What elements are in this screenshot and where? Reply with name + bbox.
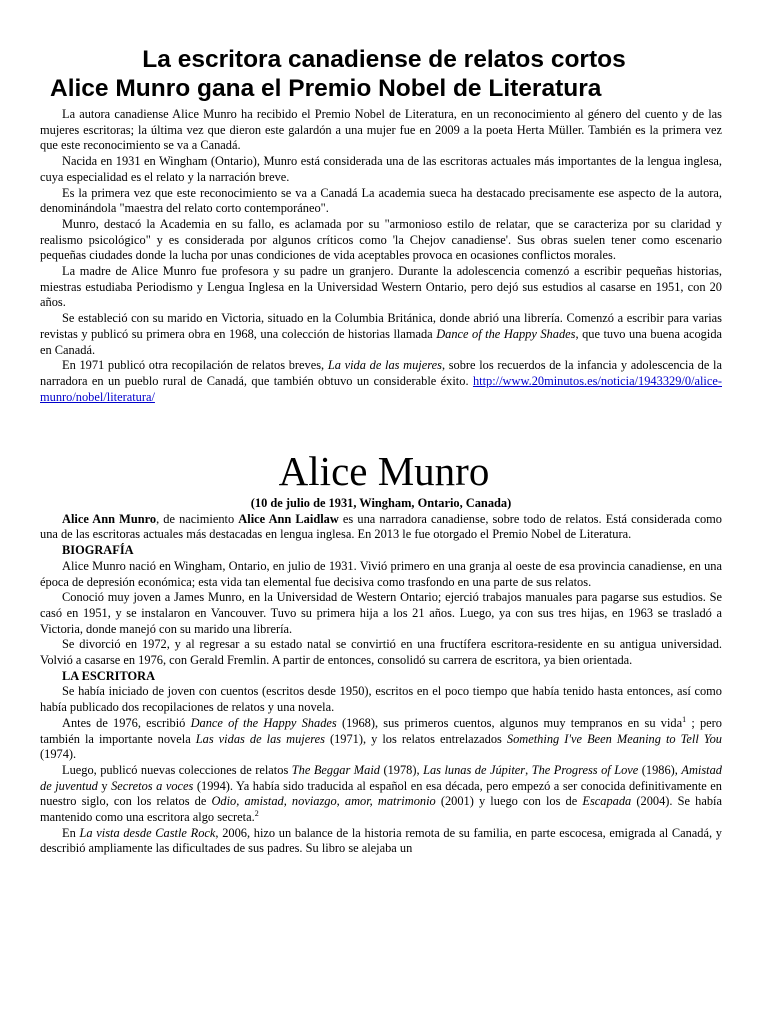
book-title: Odio, amistad, noviazgo, amor, matrimonio	[211, 794, 436, 809]
text-run: , 2006, hizo un balance de la historia remota de su familia, en parte escocesa, emigrada al Canadá, y describió ampliamente las dificultades de sus padres. Su libro se alejaba un	[40, 825, 722, 856]
headline-line-1: La escritora canadiense de relatos cortos	[142, 46, 626, 73]
book-title: La vista desde Castle Rock	[79, 825, 216, 840]
bio-subtitle: (10 de julio de 1931, Wingham, Ontario, Canada)	[250, 496, 512, 510]
text-run: En	[62, 825, 80, 840]
book-title: La vida de las mujeres	[327, 358, 442, 373]
news-article	[40, 107, 722, 405]
biography-section	[40, 496, 722, 857]
text-run: (2001) y luego con los de	[435, 794, 583, 809]
bio-paragraph	[40, 716, 722, 763]
article-paragraph	[40, 358, 722, 405]
footnote-marker: 2	[254, 808, 259, 818]
text-run: ; pero también la importante novela	[40, 715, 723, 746]
text-run: , sobre los recuerdos de la infancia y adolescencia de la narradora en un pueblo rural de Canadá, que también obtuvo un considerable éxito.	[40, 358, 722, 388]
book-title: Escapada	[582, 794, 632, 809]
book-title: Amistad de juventud	[40, 762, 723, 793]
article-paragraph: La madre de Alice Munro fue profesora y su padre un granjero. Durante la adolescencia comenzó a escribir pequeñas historias, miestras estudiaba Periodismo y Lengua Inglesa en la Universidad Western Ontario, pero dejó sus estudios al casarse en 1951, con 20 años.	[40, 264, 722, 310]
headline-line-2: Alice Munro gana el Premio Nobel de Literatura	[50, 75, 602, 102]
book-title: Las lunas de Júpiter	[423, 762, 526, 777]
bio-title: Alice Munro	[278, 448, 490, 494]
text-run: Antes de 1976, escribió	[62, 715, 191, 730]
book-title: Dance of the Happy Shades	[190, 715, 337, 730]
book-title: Dance of the Happy Shades	[436, 326, 576, 341]
birth-name: Alice Ann Laidlaw	[238, 511, 339, 526]
article-paragraph	[40, 311, 722, 358]
bio-paragraph: Se divorció en 1972, y al regresar a su estado natal se convirtió en una fructífera escritora-residente en su antigua universidad. Volvió a casarse en 1976, con Gerald Fremlin. A partir de entonces, consolidó su carrera de escritora, ya bien orientada.	[40, 637, 722, 668]
source-link[interactable]: http://www.20minutos.es/noticia/1943329/0/alice-munro/nobel/literatura/	[40, 373, 722, 404]
text-run: (1994). Ya había sido traducida al español en esa década, pero empezó a ser conocida definitivamente en nuestro siglo, con los relatos de	[40, 778, 722, 809]
text-run: (1978),	[379, 762, 424, 777]
text-run: (2004). Se había mantenido como una escritora algo secreta.	[40, 794, 722, 825]
bio-paragraph	[40, 763, 722, 826]
bio-intro	[40, 512, 722, 543]
footnote-marker: 1	[682, 714, 687, 724]
book-title: Something I've Been Meaning to Tell You	[506, 731, 722, 746]
text-run: y	[97, 778, 112, 793]
book-title: Las vidas de las mujeres	[195, 731, 325, 746]
book-title: Secretos a voces	[111, 778, 194, 793]
text-run: , que tuvo una buena acogida en Canadá.	[40, 326, 723, 357]
text-run: (1968), sus primeros cuentos, algunos muy tempranos en su vida	[336, 715, 683, 730]
text-run: (1974).	[40, 747, 77, 762]
bio-paragraph: Se había iniciado de joven con cuentos (escritos desde 1950), escritos en el poco tiempo que había tenido hasta entonces, así como había publicado dos recopilaciones de relatos y una novela.	[40, 684, 722, 715]
article-paragraph: Munro, destacó la Academia en su fallo, es aclamada por su "armonioso estilo de relatar, que se caracteriza por su claridad y realismo psicológico" y es considerada por algunos críticos como 'la Chejov canadiense'. Sus obras suelen tener como escenario pequeñas ciudades donde la lucha por unas condiciones de vida aceptables provoca en ocasiones conflictos morales.	[40, 216, 722, 263]
text-run: (1986),	[638, 762, 682, 777]
article-paragraph: Nacida en 1931 en Wingham (Ontario), Munro está considerada una de las escritoras actuales más importantes de la lengua inglesa, cuya especialidad es el relato y la narración breve.	[40, 154, 722, 184]
section-heading-biografia: BIOGRAFÍA	[62, 543, 134, 558]
text-run: (1971), y los relatos entrelazados	[324, 731, 507, 746]
author-name: Alice Ann Munro	[62, 511, 157, 526]
book-title: The Progress of Love	[531, 762, 639, 777]
article-paragraph: La autora canadiense Alice Munro ha recibido el Premio Nobel de Literatura, en un reconocimiento al género del cuento y de las mujeres escritoras; la última vez que dieron este galardón a una mujer fue en 2009 a la poeta Herta Müller. También es la primera vez que este reconocimiento se va a Canadá.	[40, 107, 722, 153]
text-run: Luego, publicó nuevas colecciones de relatos	[62, 762, 292, 777]
article-paragraph: Es la primera vez que este reconocimiento se va a Canadá La academia sueca ha destacado precisamente ese aspecto de la autora, denominándola "maestra del relato corto contemporáneo".	[40, 185, 722, 216]
text-run: ,	[525, 762, 532, 777]
bio-paragraph: Alice Munro nació en Wingham, Ontario, en julio de 1931. Vivió primero en una granja al oeste de esa provincia canadiense, en una época de depresión económica; esta vida tan elemental fue decisiva como trasfondo en una parte de sus relatos.	[40, 558, 722, 589]
text-run: , de nacimiento	[156, 511, 239, 526]
bio-paragraph	[40, 826, 722, 857]
text-run: En 1971 publicó otra recopilación de relatos breves,	[62, 358, 328, 373]
text-run: Se estableció con su marido en Victoria, situado en la Columbia Británica, donde abrió una librería. Comenzó a escribir para varias revistas y publicó su primera obra en 1968, una colección de historias llamada	[40, 311, 722, 341]
section-heading-escritora: LA ESCRITORA	[62, 668, 156, 683]
text-run: es una narradora canadiense, sobre todo de relatos. Está considerada como una de las escritoras actuales más destacadas en lengua inglesa. En 2013 le fue otorgado el Premio Nobel de Literatura.	[40, 511, 723, 542]
book-title: The Beggar Maid	[291, 762, 380, 777]
bio-paragraph: Conoció muy joven a James Munro, en la Universidad de Western Ontario; ejerció trabajos manuales para pagarse sus estudios. Se casó en 1951, y se instalaron en Vancouver. Tuvo su primera hija a los 21 años. Luego, ya con sus tres hijas, en 1963 se trasladó a Victoria, donde manejó con su marido una librería.	[40, 590, 722, 636]
